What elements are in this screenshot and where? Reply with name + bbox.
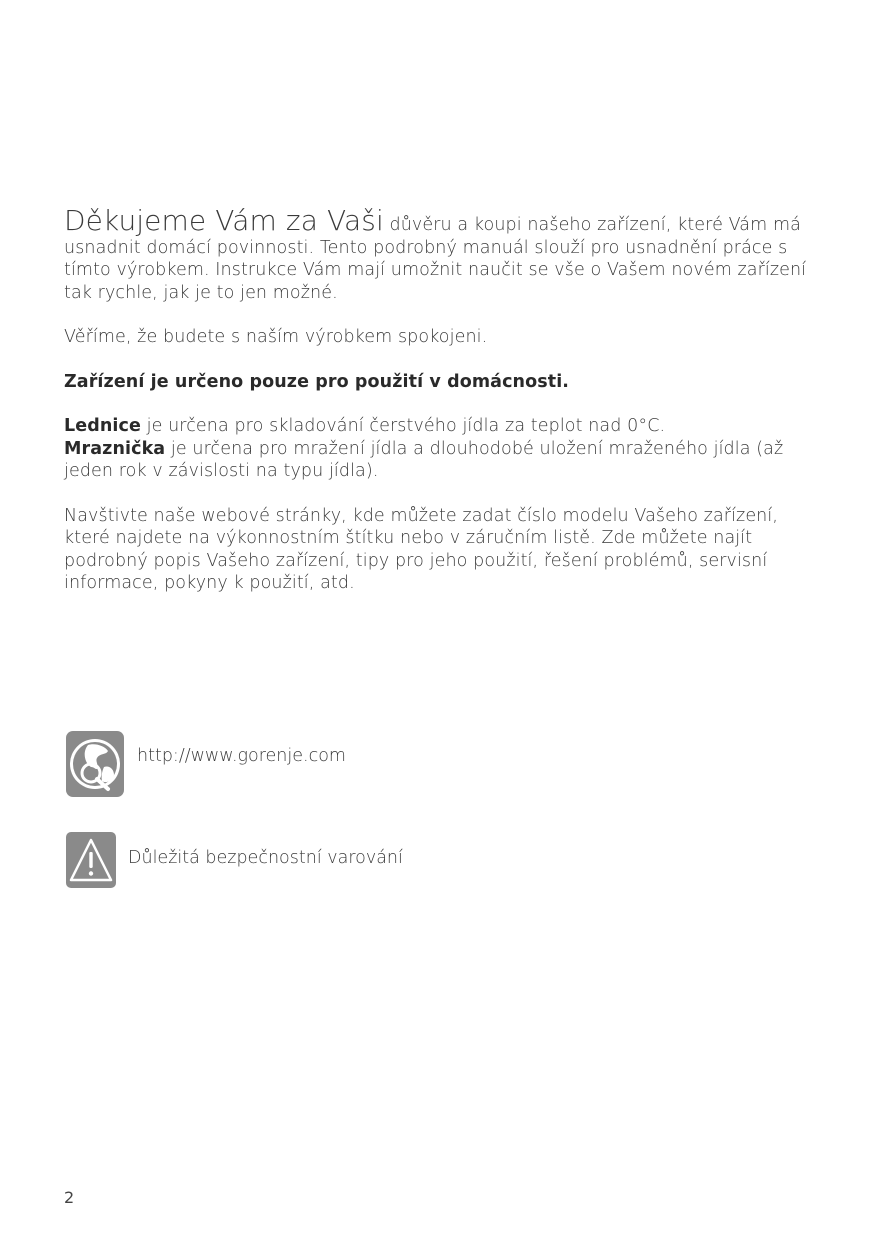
globe-search-icon bbox=[66, 731, 124, 797]
fridge-text: je určena pro skladování čerstvého jídla za teplot nad 0°C. bbox=[140, 416, 666, 436]
satisfaction-paragraph: Věříme, že budete s naším výrobkem spokojeni. bbox=[64, 327, 488, 347]
warning-legend-row bbox=[66, 832, 403, 888]
website-info-paragraph: Navštivte naše webové stránky, kde můžete zadat číslo modelu Vašeho zařízení, které najdete na výkonnostním štítku nebo v záručním listě. Zde můžete najít podrobný popis Vašeho zařízení, tipy pro jeho použití, řešení problémů, servisní informace, pokyny k použití, atd. bbox=[64, 505, 778, 593]
intro-text: důvěru a koupi našeho zařízení, které Vám má usnadnit domácí povinnosti. Tento podrobný manuál slouží pro usnadnění práce s tímto výrobkem. Instrukce Vám mají umožnit naučit se vše o Vašem novém zařízení tak rychle, jak je to jen možné. bbox=[64, 215, 807, 303]
fridge-term: Lednice bbox=[64, 416, 141, 436]
freezer-term: Mraznička bbox=[64, 438, 166, 459]
fridge-line bbox=[64, 415, 816, 438]
freezer-line bbox=[64, 438, 816, 483]
content-body bbox=[64, 206, 816, 617]
warning-triangle-icon bbox=[66, 832, 116, 888]
intro-lead: Děkujeme Vám za Vaši bbox=[64, 204, 384, 237]
safety-warning-label: Důležitá bezpečnostní varování bbox=[128, 848, 403, 868]
household-only-notice: Zařízení je určeno pouze pro použití v domácnosti. bbox=[64, 371, 570, 392]
intro-paragraph bbox=[64, 206, 816, 304]
freezer-text: je určena pro mražení jídla a dlouhodobé uložení mraženého jídla (až jeden rok v závislosti na typu jídla). bbox=[64, 438, 784, 481]
web-legend-row bbox=[66, 731, 346, 797]
appliance-description bbox=[64, 415, 816, 483]
website-url: http://www.gorenje.com bbox=[137, 746, 346, 766]
page-number: 2 bbox=[64, 1188, 75, 1207]
